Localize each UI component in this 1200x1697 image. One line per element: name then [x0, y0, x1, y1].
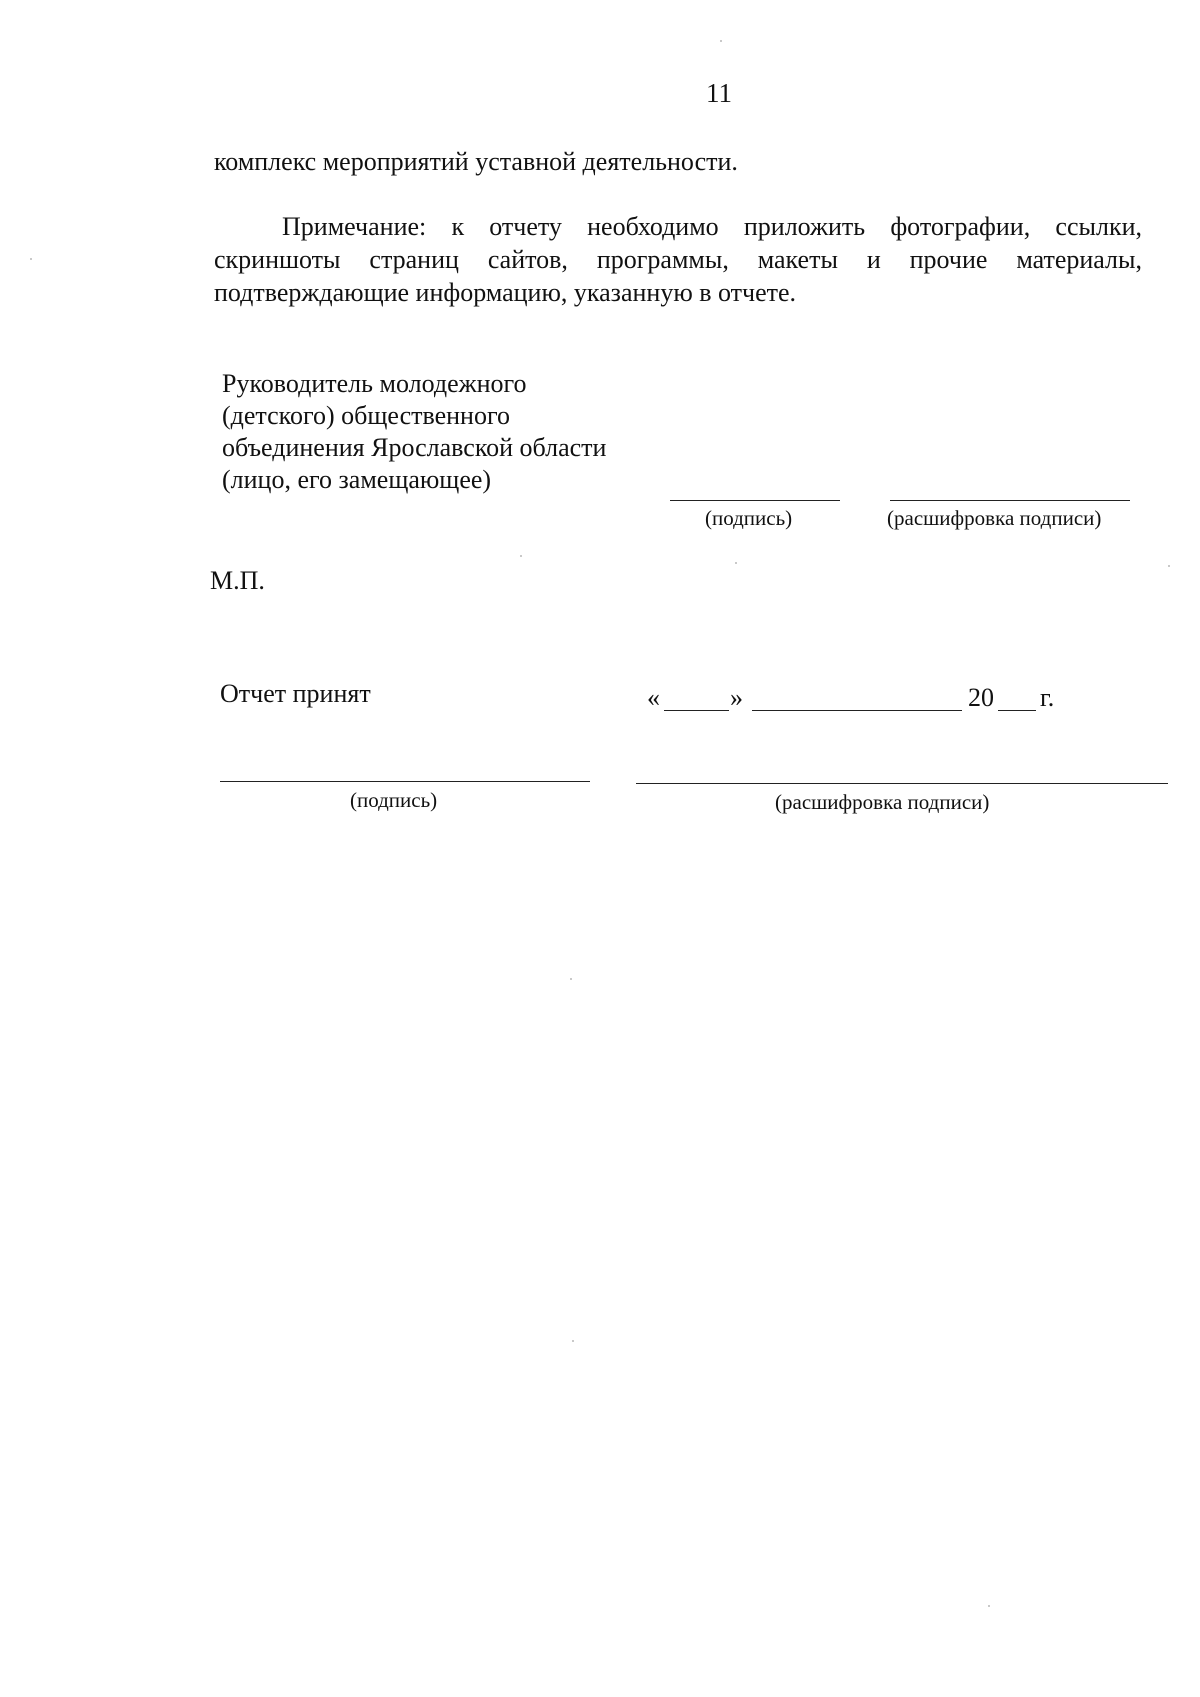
- scan-speck: [988, 1605, 990, 1607]
- date-year-line: [998, 710, 1036, 711]
- note-paragraph: Примечание: к отчету необходимо приложить фотографии, ссылки, скриншоты страниц сайтов, программы, макеты и прочие материалы, подтверждающие информацию, указанную в отчете.: [214, 212, 1142, 307]
- scan-speck: [735, 562, 737, 564]
- head-title-line: (детского) общественного: [222, 401, 510, 430]
- date-year-prefix: 20: [968, 683, 994, 712]
- date-open-quote: «: [647, 683, 660, 712]
- scan-speck: [1168, 565, 1170, 567]
- scan-speck: [30, 258, 32, 260]
- scan-speck: [570, 978, 572, 980]
- head-decoding-caption: (расшифровка подписи): [887, 506, 1102, 530]
- head-signature-line: [670, 500, 840, 501]
- page-number: 11: [706, 78, 732, 108]
- head-signature-caption: (подпись): [705, 506, 793, 530]
- scan-speck: [720, 40, 722, 42]
- date-year-suffix: г.: [1040, 683, 1055, 712]
- head-title-line: объединения Ярославской области: [222, 433, 607, 462]
- stamp-place-label: М.П.: [210, 566, 265, 595]
- date-month-line: [752, 710, 962, 711]
- scan-speck: [572, 1340, 574, 1342]
- acceptor-signature-line: [220, 781, 590, 782]
- date-close-quote: »: [730, 683, 743, 712]
- head-title-block: [222, 368, 606, 496]
- scan-speck: [520, 555, 522, 557]
- head-title-line: Руководитель молодежного: [222, 369, 527, 398]
- report-accepted-label: Отчет принят: [220, 679, 371, 708]
- paragraph-end: комплекс мероприятий уставной деятельности.: [214, 147, 738, 176]
- acceptor-decoding-line: [636, 783, 1168, 784]
- head-decoding-line: [890, 500, 1130, 501]
- head-title-line: (лицо, его замещающее): [222, 465, 492, 494]
- acceptor-decoding-caption: (расшифровка подписи): [775, 790, 990, 814]
- acceptor-signature-caption: (подпись): [350, 788, 438, 812]
- date-day-line: [664, 710, 729, 711]
